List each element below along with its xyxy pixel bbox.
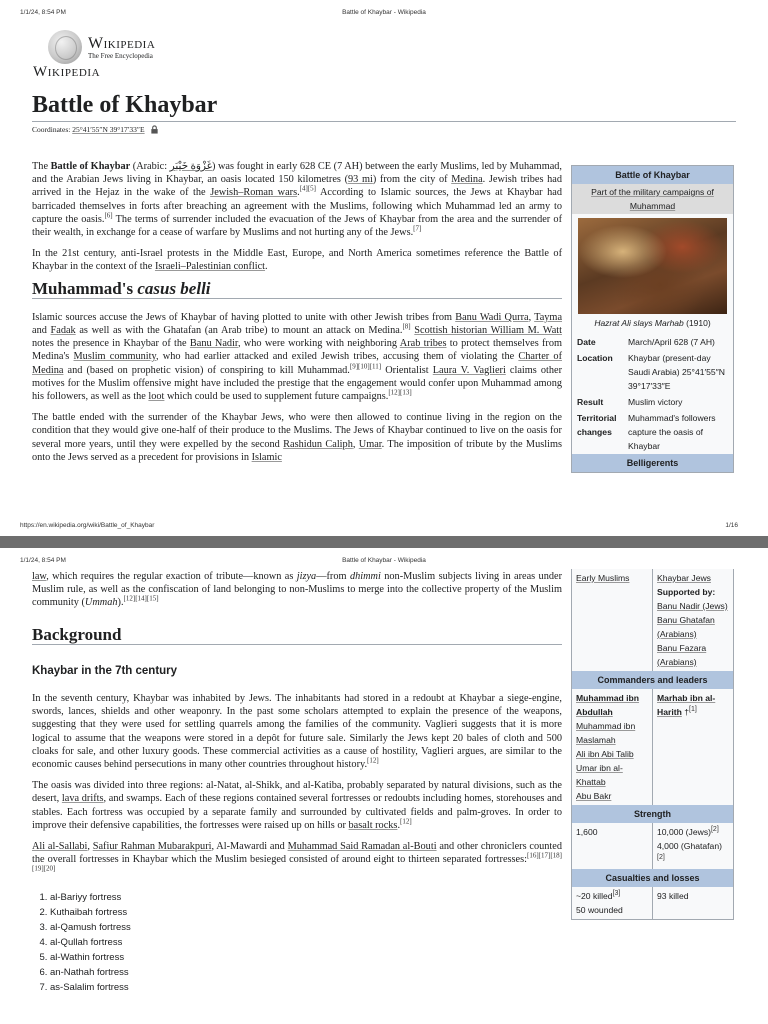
infobox-row bbox=[572, 334, 733, 350]
citation-ref[interactable]: [8] bbox=[402, 322, 411, 331]
text-run: , bbox=[528, 311, 535, 323]
citation-ref[interactable]: [12] bbox=[400, 817, 412, 826]
print-footer bbox=[20, 522, 748, 529]
text-run: ). bbox=[117, 597, 124, 609]
text-run: , who were working with neighboring bbox=[237, 338, 400, 350]
infobox-commanders-header: Commanders and leaders bbox=[572, 671, 733, 689]
intro-paragraph-1 bbox=[32, 160, 562, 239]
text-run: —from bbox=[316, 571, 350, 582]
infobox-rows bbox=[572, 334, 733, 454]
infobox-subtitle: Part of the military campaigns of Muhammad bbox=[572, 184, 733, 214]
text-run: to protect themselves from Medina's bbox=[32, 338, 562, 363]
infobox-row bbox=[572, 410, 733, 454]
logo-wordmark: Wikipedia bbox=[88, 35, 156, 52]
text-run: Orientalist bbox=[381, 364, 433, 376]
list-item: 3. al-Qamush fortress bbox=[50, 920, 562, 935]
text-run: . bbox=[397, 819, 401, 831]
infobox-list-item[interactable]: Muhammad ibn Maslamah bbox=[576, 721, 636, 745]
inline-link[interactable]: Medina bbox=[451, 174, 483, 186]
text-run: . The imposition of tribute by the Muslims onto the Jews served as a precedent for provisions in bbox=[32, 438, 562, 463]
infobox-row bbox=[572, 350, 733, 394]
page-title: Battle of Khaybar bbox=[32, 92, 218, 118]
list-item: 6. an-Nathah fortress bbox=[50, 965, 562, 980]
inline-link[interactable]: Rashidun Caliph bbox=[283, 438, 353, 450]
text-run: , bbox=[352, 438, 359, 450]
logo-wordmark-secondary: Wikipedia bbox=[33, 64, 101, 80]
belligerents-muslim bbox=[572, 569, 652, 671]
infobox-strength: 1,600 10,000 (Jews)[2] 4,000 (Ghatafan)[2] bbox=[572, 823, 733, 869]
print-datetime-2: 1/1/24, 8:54 PM bbox=[20, 557, 66, 564]
text-run: , bbox=[87, 841, 93, 853]
infobox-list-item[interactable]: Abu Bakr bbox=[576, 791, 612, 801]
coordinates-link[interactable]: 25°41′55″N 39°17′33″E bbox=[72, 125, 145, 134]
inline-link[interactable]: Israeli–Palestinian conflict bbox=[154, 261, 266, 273]
text-run: , who had earlier attacked and exiled Jewish tribes, accusing them of violating the bbox=[156, 351, 519, 363]
text-run: ) was fought in early 628 CE (7 AH) between the early Muslims, led by Muhammad, and the Arabian Jews living in Khaybar, an oasis located 150 kilometres ( bbox=[32, 161, 562, 186]
inline-link[interactable]: 93 mi bbox=[348, 174, 373, 186]
inline-link[interactable]: غَزْوَة خَيْبَر bbox=[169, 161, 212, 172]
text-run: and bbox=[32, 325, 51, 337]
intro-paragraph-2 bbox=[32, 247, 562, 273]
infobox-row-value: March/April 628 (7 AH) bbox=[628, 337, 715, 347]
inline-link[interactable]: Umar bbox=[358, 438, 382, 450]
subsection-heading-khaybar-7th-century: Khaybar in the 7th century bbox=[32, 664, 178, 677]
text-run: In the 21st century, anti-Israel protests in the Middle East, Europe, and North America sometimes reference the Battle of Khaybar in the context of the bbox=[32, 248, 562, 273]
text-run: notes the presence in Khaybar of the bbox=[32, 338, 190, 350]
infobox-continued bbox=[571, 569, 734, 920]
text-run: non-Muslim subjects living in areas under Muslim rule, as well as the confiscation of land belonging to non-Muslims to merge into the collective property of the Muslim community ( bbox=[32, 571, 563, 609]
list-item: 5. al-Wathin fortress bbox=[50, 950, 562, 965]
text-run: . bbox=[265, 261, 268, 273]
infobox-strength-header: Strength bbox=[572, 805, 733, 823]
section-heading-background: Background bbox=[32, 628, 562, 645]
italic-text: dhimmi bbox=[349, 571, 381, 582]
infobox-title: Battle of Khaybar bbox=[572, 166, 733, 184]
infobox bbox=[571, 165, 734, 473]
text-run: , and swamps. Each of these regions contained several fortresses or redoubts including homes, storehouses and stables. Each fortress was occupied by a separate family and surrounded by cultivated fields and palm-groves. In order to improve their defensive capabilities, the fortresses were raised up on hills or bbox=[32, 793, 562, 831]
lock-icon bbox=[150, 125, 159, 134]
commanders-jewish: Marhab ibn al-Harith †[1] bbox=[652, 689, 733, 805]
text-run: The bbox=[32, 161, 51, 172]
text-run: . bbox=[297, 187, 300, 199]
inline-link[interactable]: Banu Wadi Qurra bbox=[455, 311, 529, 323]
text-run: and (based on prophetic vision) of conspiring to kill Muhammad. bbox=[63, 364, 350, 376]
inline-link[interactable]: loot bbox=[148, 391, 165, 403]
casus-paragraph-1 bbox=[32, 311, 562, 403]
infobox-row-label: Date bbox=[577, 337, 596, 347]
print-url: https://en.wikipedia.org/wiki/Battle_of_Khaybar bbox=[20, 522, 155, 529]
casus-paragraph-2 bbox=[32, 411, 562, 464]
title-divider bbox=[32, 121, 736, 122]
inline-link[interactable]: Scottish historian William M. Watt bbox=[414, 325, 562, 337]
text-run: Islamic sources accuse the Jews of Khaybar of having plotted to unite with other Jewish tribes from bbox=[32, 311, 456, 323]
infobox-row-label: Result bbox=[577, 397, 604, 407]
inline-link[interactable]: Islamic bbox=[251, 451, 282, 463]
inline-link[interactable]: Charter of Medina bbox=[32, 351, 563, 376]
infobox-list-item[interactable]: Umar ibn al-Khattab bbox=[576, 763, 623, 787]
citation-ref[interactable]: [9][10][11] bbox=[349, 362, 382, 371]
inline-link[interactable]: Banu Nadir bbox=[189, 338, 238, 350]
italic-text: jizya bbox=[296, 571, 317, 582]
infobox-painting-image[interactable] bbox=[578, 218, 727, 314]
print-tab-title-2: Battle of Khaybar - Wikipedia bbox=[342, 557, 426, 564]
inline-link[interactable]: Jewish–Roman wars bbox=[210, 187, 298, 199]
citation-ref[interactable]: [6] bbox=[104, 211, 113, 220]
citation-ref[interactable]: [12] bbox=[367, 756, 379, 765]
text-run: In the seventh century, Khaybar was inhabited by Jews. The inhabitants had stored in a redoubt at Khaybar a siege-engine, swords, lances, shields and other weaponry. In the past some scholars attempted to explain the presence of the weapons, suggesting that they were used for settling quarrels among the families of the community. Vaglieri suggests that it is more logical to assume that the weapons were stored in a depôt for future sale. Similarly the Jews kept 20 bales of cloth and 500 cloaks for sale, and other luxury goods. These commercial activities as a cause of hostility, Vaglieri argues, are similar to the economic causes behind persecutions in many other countries throughout history. bbox=[32, 693, 562, 771]
article-body-page1 bbox=[32, 160, 562, 472]
coordinates-label: Coordinates: bbox=[32, 125, 71, 134]
citation-ref[interactable]: [12][14][15] bbox=[123, 594, 159, 603]
infobox-casualties-header: Casualties and losses bbox=[572, 869, 733, 887]
inline-link[interactable]: Fadak bbox=[50, 325, 76, 337]
section-heading-casus-belli: Muhammad's casus belli bbox=[32, 282, 562, 299]
print-tab-title: Battle of Khaybar - Wikipedia bbox=[342, 9, 426, 16]
print-header bbox=[20, 9, 748, 19]
wikipedia-globe-icon bbox=[48, 30, 82, 64]
infobox-belligerents bbox=[572, 569, 733, 671]
citation-ref[interactable]: [16][17][18][19][20] bbox=[32, 851, 562, 874]
inline-link[interactable]: Laura V. Vaglieri bbox=[432, 364, 506, 376]
background-paragraph-3 bbox=[32, 840, 562, 880]
list-item: 2. Kuthaibah fortress bbox=[50, 905, 562, 920]
inline-link[interactable]: Safiur Rahman Mubarakpuri bbox=[92, 841, 212, 853]
inline-link[interactable]: Ali al-Sallabi bbox=[32, 841, 88, 853]
logo-tagline: The Free Encyclopedia bbox=[88, 52, 153, 60]
text-run: and other chroniclers counted the overall fortresses in Khaybar which the Muslim besieged consisted of around eight to thirteen separated fortresses: bbox=[32, 841, 562, 866]
infobox-row-value: Muslim victory bbox=[628, 397, 683, 407]
infobox-list-item[interactable]: Banu Fazara (Arabians) bbox=[657, 643, 707, 667]
inline-link[interactable]: Muhammad Said Ramadan al-Bouti bbox=[287, 841, 437, 853]
infobox-row-value: Khaybar (present-day Saudi Arabia) 25°41′55″N 39°17′33″E bbox=[628, 353, 725, 391]
infobox-casualties: ~20 killed[3] 50 wounded 93 killed bbox=[572, 887, 733, 919]
belligerents-jewish: Khaybar Jews Supported by: Banu Nadir (Jews) Banu Ghatafan (Arabians) Banu Fazara (Arabians) bbox=[652, 569, 733, 671]
inline-link[interactable]: lava drifts bbox=[61, 793, 104, 805]
text-run: The battle ended with the surrender of the Khaybar Jews, who were then allowed to continue living in the region on the condition that they would give one-half of their produce to the Muslims. The Jews of Khaybar continued to live on the oasis for several more years, until they were expelled by the second bbox=[32, 412, 562, 450]
text-run: The terms of surrender included the evacuation of the Jews of Khaybar from the area and the surrender of their wealth, in exchange for a cease of warfare by Muslims and not hurting any of the Jews. bbox=[32, 213, 562, 239]
citation-ref[interactable]: [12][13] bbox=[388, 388, 412, 397]
article-body-page2 bbox=[32, 570, 562, 995]
infobox-image-caption: Hazrat Ali slays Marhab (1910) bbox=[594, 318, 711, 328]
background-paragraph-2 bbox=[32, 779, 562, 832]
inline-link[interactable]: basalt rocks bbox=[348, 819, 398, 831]
bold-text: Battle of Khaybar bbox=[50, 161, 131, 172]
casus-paragraph-3-continued bbox=[32, 570, 562, 610]
text-run: claims other motives for the Muslim offensive might have included the prestige that the engagement would confer upon Muhammad among his followers, as well as the bbox=[32, 364, 563, 403]
fortress-list bbox=[50, 890, 562, 995]
italic-text: Ummah bbox=[84, 597, 118, 609]
list-item: 4. al-Qullah fortress bbox=[50, 935, 562, 950]
infobox-list-item[interactable]: Banu Ghatafan (Arabians) bbox=[657, 615, 715, 639]
infobox-row-label: Location bbox=[577, 353, 613, 363]
infobox-commanders bbox=[572, 689, 733, 805]
text-run: which could be used to supplement future campaigns. bbox=[164, 391, 389, 403]
inline-link[interactable]: Arab tribes bbox=[399, 338, 447, 350]
text-run: (Arabic: bbox=[130, 161, 170, 172]
inline-link[interactable]: Muslim community bbox=[73, 351, 156, 363]
list-item: 7. as-Salalim fortress bbox=[50, 980, 562, 995]
print-header-2 bbox=[20, 557, 748, 567]
infobox-row-value: Muhammad's followers capture the oasis of Khaybar bbox=[628, 413, 716, 451]
infobox-list-item[interactable]: Early Muslims bbox=[576, 573, 630, 583]
text-run: , Al-Mawardi and bbox=[211, 841, 288, 853]
citation-ref[interactable]: [7] bbox=[413, 224, 422, 233]
infobox-row bbox=[572, 394, 733, 410]
print-page-number: 1/16 bbox=[725, 522, 738, 529]
list-item: 1. al-Bariyy fortress bbox=[50, 890, 562, 905]
infobox-list-item[interactable]: Banu Nadir (Jews) bbox=[657, 601, 728, 611]
print-datetime: 1/1/24, 8:54 PM bbox=[20, 9, 66, 16]
infobox-list-item[interactable]: Ali ibn Abi Talib bbox=[576, 749, 634, 759]
inline-link[interactable]: law bbox=[32, 571, 47, 582]
infobox-row-label: Territorial changes bbox=[577, 413, 617, 437]
infobox-belligerents-header: Belligerents bbox=[572, 454, 733, 472]
text-run: , which requires the regular exaction of tribute—known as bbox=[46, 571, 297, 582]
citation-ref[interactable]: [4][5] bbox=[299, 184, 317, 193]
inline-link[interactable]: Tayma bbox=[534, 311, 563, 323]
wikipedia-logo[interactable] bbox=[33, 30, 184, 80]
commanders-muslim: Muhammad ibn Abdullah Muhammad ibn Maslamah Ali ibn Abi Talib Umar ibn al-Khattab Abu Bakr bbox=[572, 689, 652, 805]
coordinates bbox=[32, 125, 159, 135]
text-run: as well as with the Ghatafan (an Arab tribe) to mount an attack on Medina. bbox=[75, 325, 403, 337]
text-run: . Jewish tribes had arrived in the Hejaz in the wake of the bbox=[32, 174, 562, 199]
text-run: ) from the city of bbox=[372, 174, 452, 186]
background-paragraph-1 bbox=[32, 692, 562, 771]
text-run: The oasis was divided into three regions: al-Natat, al-Shikk, and al-Katiba, probably separated by natural divisions, such as the desert, bbox=[32, 780, 562, 805]
text-run: According to Islamic sources, the Jews at Khaybar had barricaded themselves in forts after breaching an agreement with the Muslims, following which Muhammad led an army to capture the oasis. bbox=[32, 187, 562, 225]
